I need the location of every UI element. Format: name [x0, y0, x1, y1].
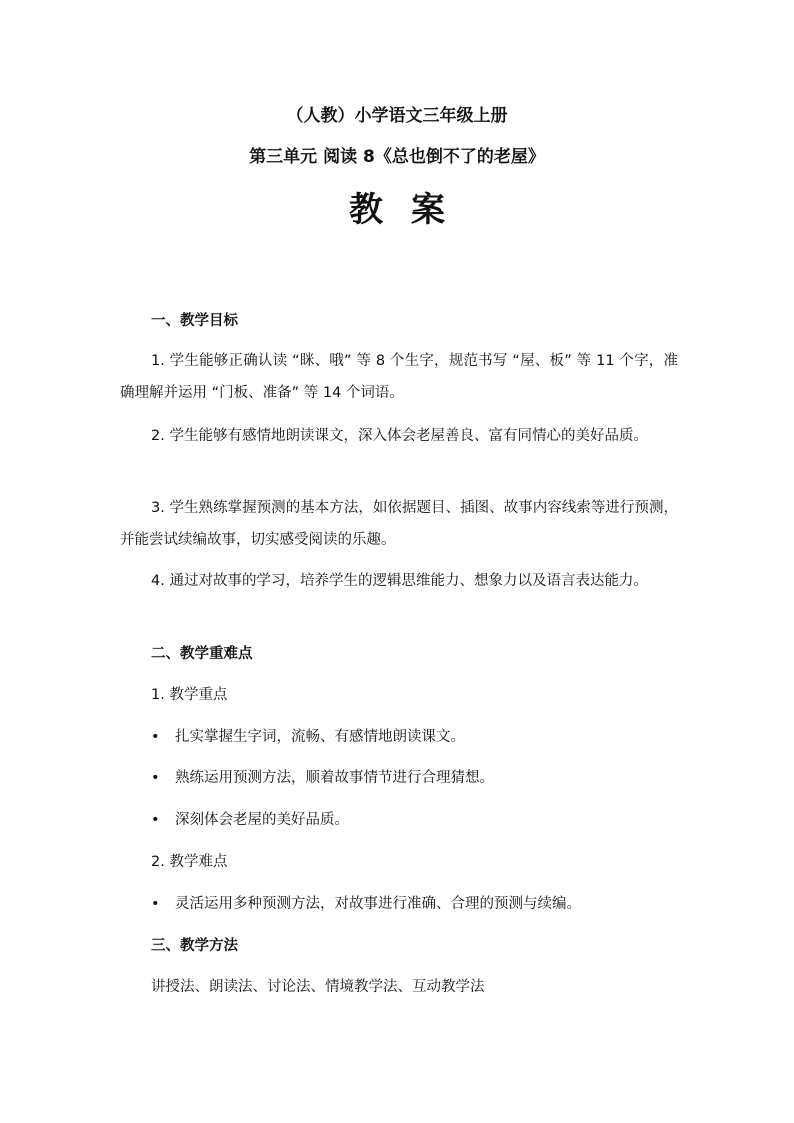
bullet-icon: •: [151, 729, 160, 745]
list-item: [151, 894, 581, 914]
key-point-text-3: 深刻体会老屋的美好品质。: [175, 812, 349, 828]
objective-paragraph-4: 4. 通过对故事的学习，培养学生的逻辑思维能力、想象力以及语言表达能力。: [151, 573, 648, 589]
subheading-difficult-points: 2. 教学难点: [151, 854, 228, 870]
key-point-text-2: 熟练运用预测方法，顺着故事情节进行合理猜想。: [175, 770, 494, 786]
list-item: [151, 727, 465, 747]
lesson-title: 第三单元 阅读 8《总也倒不了的老屋》: [249, 147, 545, 167]
difficult-point-text-1: 灵活运用多种预测方法，对故事进行准确、合理的预测与续编。: [175, 896, 581, 912]
methods-text: 讲授法、朗读法、讨论法、情境教学法、互动教学法: [151, 979, 485, 995]
objective-paragraph-2: 2. 学生能够有感情地朗读课文，深入体会老屋善良、富有同情心的美好品质。: [151, 428, 648, 444]
bullet-icon: •: [151, 896, 160, 912]
bullet-icon: •: [151, 812, 160, 828]
document-type-title: 教案: [349, 190, 473, 230]
key-point-text-1: 扎实掌握生字词，流畅、有感情地朗读课文。: [175, 729, 465, 745]
objective-paragraph-1: 1. 学生能够正确认读 “眯、哦” 等 8 个生字，规范书写 “屋、板” 等 11 个字，准确理解并运用 “门板、准备” 等 14 个词语。: [120, 353, 678, 401]
list-item: [151, 810, 349, 830]
section-heading-objectives: 一、教学目标: [151, 313, 238, 329]
subheading-key-points: 1. 教学重点: [151, 687, 228, 703]
objective-paragraph-3: 3. 学生熟练掌握预测的基本方法，如依据题目、插图、故事内容线索等进行预测，并能尝试续编故事，切实感受阅读的乐趣。: [120, 500, 678, 548]
section-heading-methods: 三、教学方法: [151, 938, 238, 954]
course-title: （人教）小学语文三年级上册: [286, 106, 508, 126]
list-item: [151, 768, 494, 788]
bullet-icon: •: [151, 770, 160, 786]
section-heading-key-difficult-points: 二、教学重难点: [151, 646, 253, 662]
